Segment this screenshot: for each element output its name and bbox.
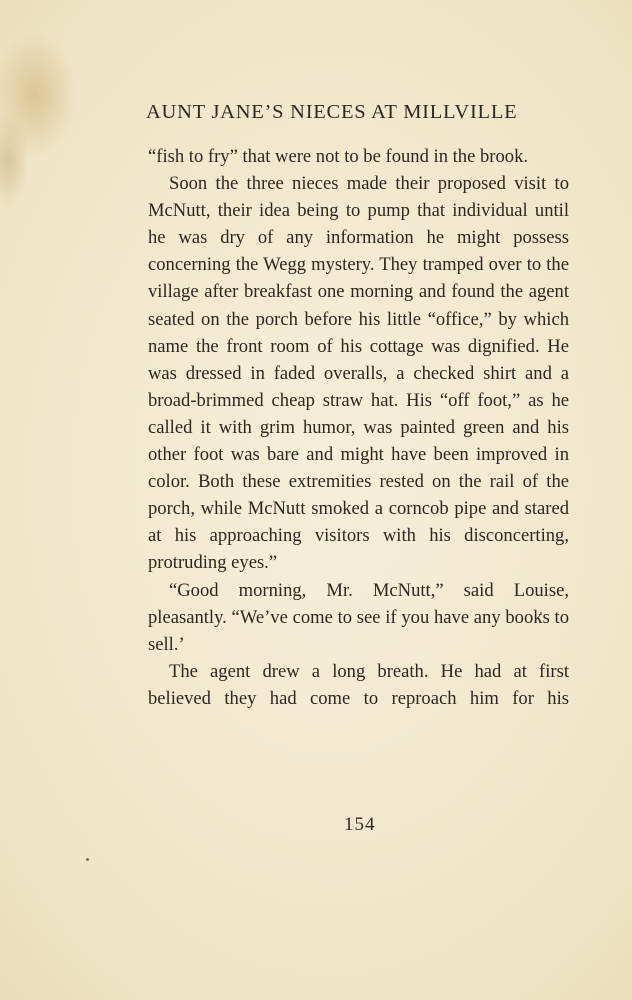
- paragraph: Soon the three nieces made their proposed visit to McNutt, their idea being to pump that individual until he was dry of any information he might possess concerning the Wegg mystery. They tramped over to the village after breakfast one morning and found the agent seated on the porch before his little “office,” by which name the front room of his cottage was dignified. He was dressed in faded overalls, a checked shirt and a broad-brimmed cheap straw hat. His “off foot,” as he called it with grim humor, was painted green and his other foot was bare and might have been improved in color. Both these extremities rested on the rail of the porch, while McNutt smoked a corncob pipe and stared at his approaching visitors with his disconcerting, protruding eyes.”: [148, 173, 569, 574]
- body-text: [148, 143, 569, 712]
- paper-speck: [86, 858, 89, 861]
- paragraph: “Good morning, Mr. McNutt,” said Louise, pleasantly. “We’ve come to see if you have any books to sell.’: [148, 579, 569, 655]
- paragraph: “fish to fry” that were not to be found in the brook.: [148, 146, 529, 167]
- running-head: AUNT JANE’S NIECES AT MILLVILLE: [146, 101, 518, 123]
- page-number: 154: [344, 814, 376, 835]
- paragraph: The agent drew a long breath. He had at first believed they had come to reproach him for his: [148, 660, 569, 709]
